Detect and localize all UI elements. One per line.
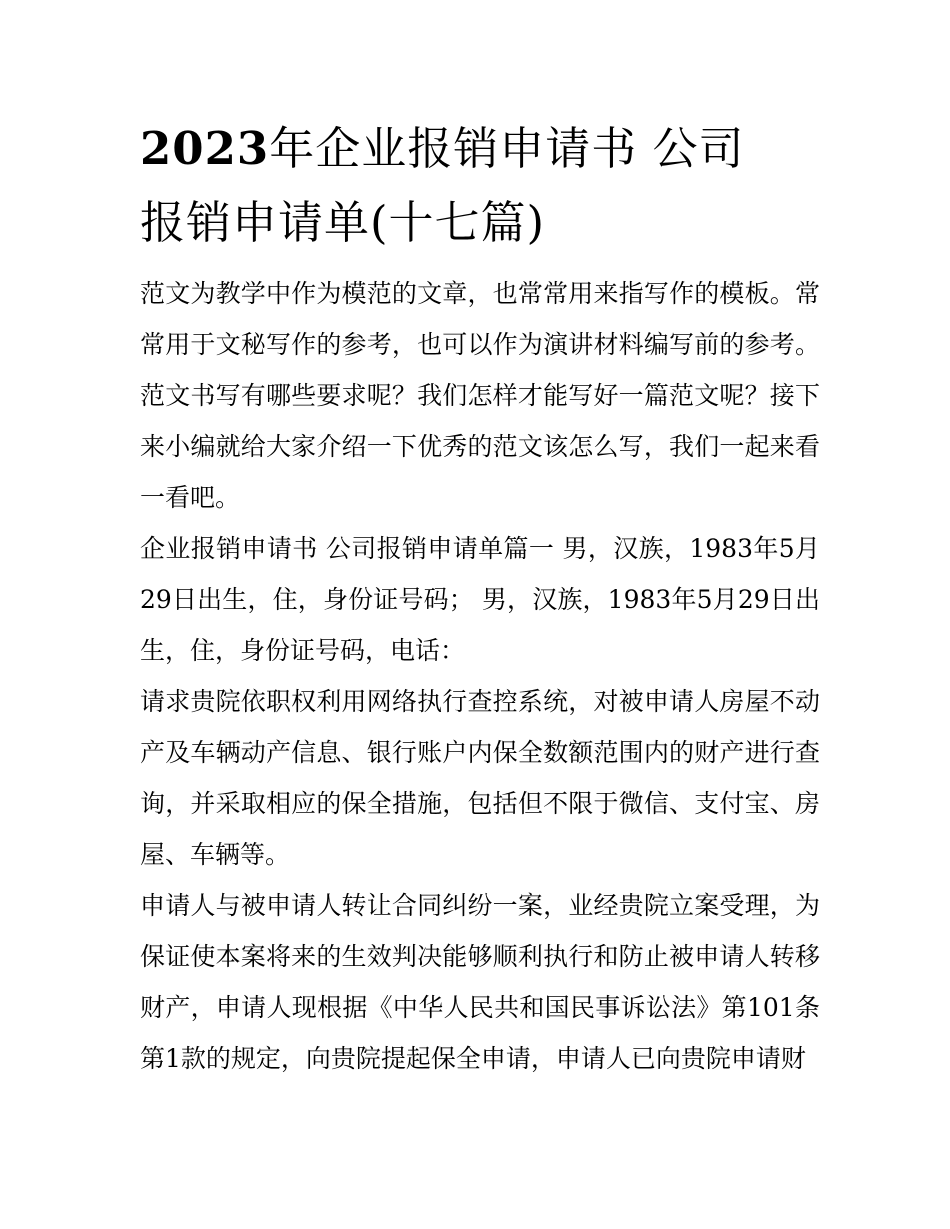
- paragraph-facts: 申请人与被申请人转让合同纠纷一案，业经贵院立案受理，为保证使本案将来的生效判决能够顺利执行和防止被申请人转移财产，申请人现根据《中华人民共和国民事诉讼法》第101条第1款的规定，向贵院提起保全申请，申请人已向贵院申请财: [140, 891, 820, 1073]
- paragraph-request: 请求贵院依职权利用网络执行查控系统，对被申请人房屋不动产及车辆动产信息、银行账户内保全数额范围内的财产进行查询，并采取相应的保全措施，包括但不限于微信、支付宝、房屋、车辆等。: [140, 687, 820, 869]
- document-body: [140, 112, 820, 1084]
- paragraph-intro: 范文为教学中作为模范的文章，也常常用来指写作的模板。常常用于文秘写作的参考，也可以作为演讲材料编写前的参考。范文书写有哪些要求呢？我们怎样才能写好一篇范文呢？接下来小编就给大家介绍一下优秀的范文该怎么写，我们一起来看一看吧。: [140, 279, 820, 512]
- document-title: [140, 112, 820, 260]
- title-line-1: 年企业报销申请书 公司: [269, 122, 745, 175]
- paragraph-party-info: 企业报销申请书 公司报销申请单篇一 男，汉族，1983年5月29日出生，住，身份证号码； 男，汉族，1983年5月29日出生，住，身份证号码，电话：: [140, 534, 820, 665]
- title-line-2: 报销申请单(十七篇): [140, 196, 546, 249]
- title-year: 2023: [140, 122, 270, 175]
